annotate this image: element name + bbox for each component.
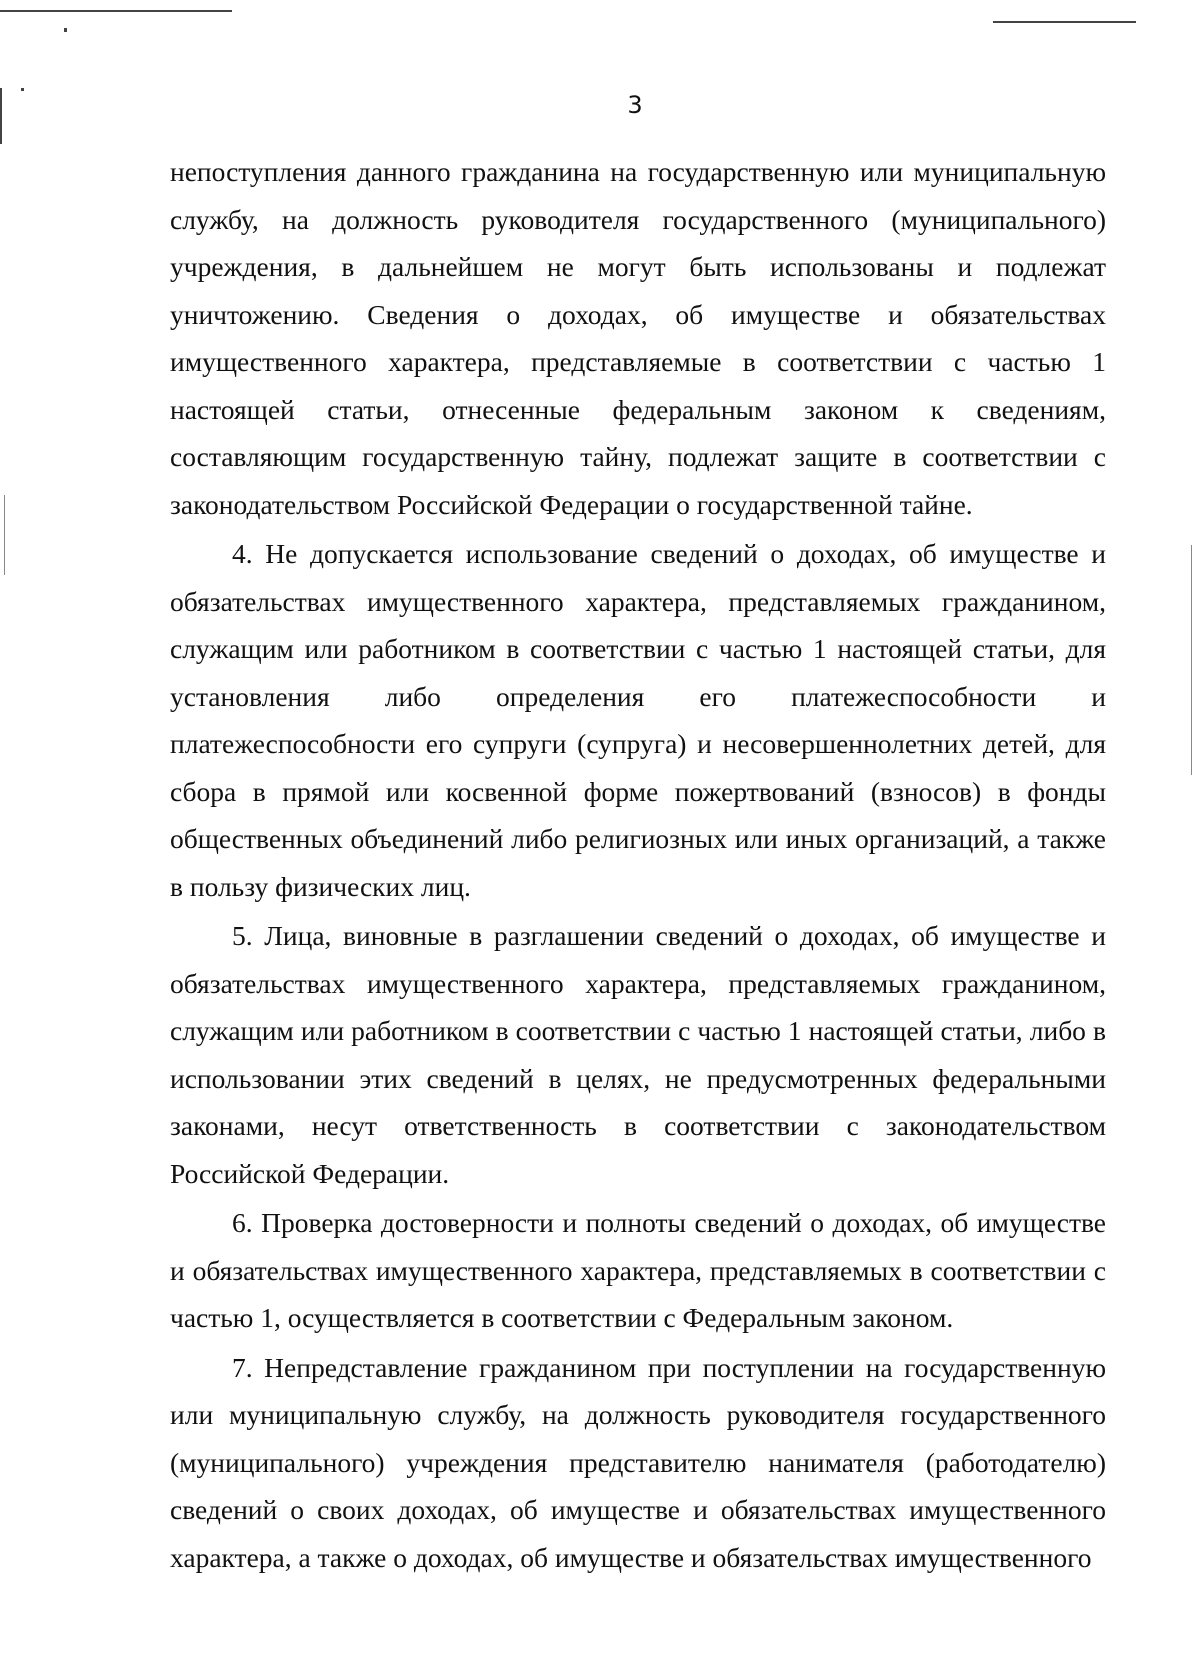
paragraph-item-5: 5. Лица, виновные в разглашении сведений о доходах, об имуществе и обязательствах имущественного характера, представляемых гражданином, служащим или работником в соответствии с частью 1 настоящей статьи, либо в использовании этих сведений в целях, не предусмотренных федеральными законами, несут ответственность в соответствии с законодательством Российской Федерации. xyxy=(170,920,1106,1189)
document-body xyxy=(170,148,1106,1583)
scan-line-left-edge-lower xyxy=(4,495,5,575)
scan-line-top-right xyxy=(993,21,1136,23)
paragraph-item-6: 6. Проверка достоверности и полноты сведений о доходах, об имуществе и обязательствах имущественного характера, представляемых в соответствии с частью 1, осуществляется в соответствии с Федеральным законом. xyxy=(170,1207,1106,1333)
scan-speck xyxy=(64,28,67,32)
paragraph-continued: непоступления данного гражданина на государственную или муниципальную службу, на должность руководителя государственного (муниципального) учреждения, в дальнейшем не могут быть использованы и подлежат уничтожению. Сведения о доходах, об имуществе и обязательствах имущественного характера, представляемые в соответствии с частью 1 настоящей статьи, отнесенные федеральным законом к сведениям, составляющим государственную тайну, подлежат защите в соответствии с законодательством Российской Федерации о государственной тайне. xyxy=(170,156,1106,520)
paragraph-item-4: 4. Не допускается использование сведений о доходах, об имуществе и обязательствах имущественного характера, представляемых гражданином, служащим или работником в соответствии с частью 1 настоящей статьи, для установления либо определения его платежеспособности и платежеспособности его супруги (супруга) и несовершеннолетних детей, для сбора в прямой или косвенной форме пожертвований (взносов) в фонды общественных объединений либо религиозных или иных организаций, а также в пользу физических лиц. xyxy=(170,538,1106,902)
scan-line-top-left xyxy=(0,10,232,12)
scan-line-right-edge xyxy=(1191,545,1192,775)
paragraph-item-7: 7. Непредставление гражданином при поступлении на государственную или муниципальную службу, на должность руководителя государственного (муниципального) учреждения представителю нанимателя (работодателю) сведений о своих доходах, об имуществе и обязательствах имущественного характера, а также о доходах, об имуществе и обязательствах имущественного xyxy=(170,1351,1106,1573)
page-number: 3 xyxy=(627,91,643,119)
